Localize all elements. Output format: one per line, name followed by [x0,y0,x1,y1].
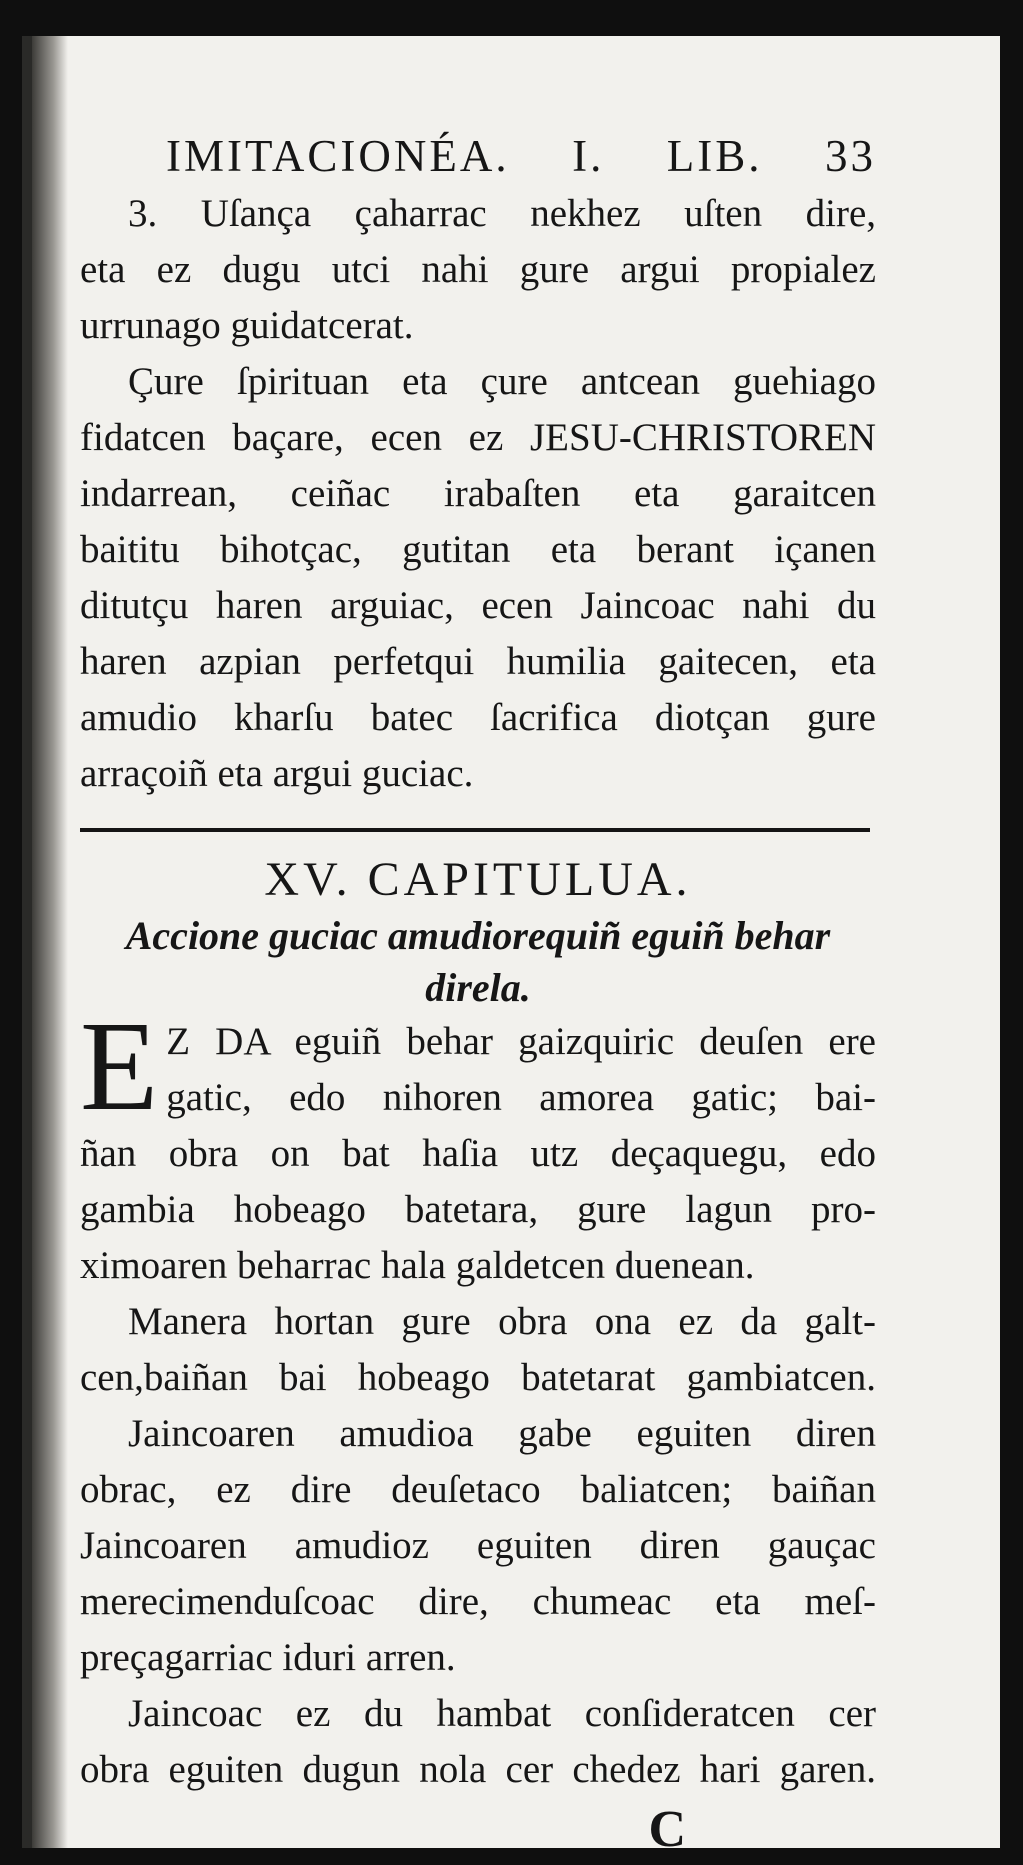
text-line: cen,baiñan bai hobeago batetarat gambiatcen. [80,1356,876,1399]
text-line: Jaincoac ez du hambat conſideratcen cer [128,1692,876,1735]
text-line: obra eguiten dugun nola cer chedez hari garen. [80,1748,876,1791]
text-line: Çure ſpirituan eta çure antcean guehiago [128,360,876,403]
paragraph [80,1294,876,1406]
page-text [80,126,876,1862]
text-line: gambia hobeago batetara, gure lagun pro- [80,1188,876,1231]
text-line: obrac, ez dire deuſetaco baliatcen; baiñan [80,1468,876,1511]
paragraph [80,186,876,354]
paragraph [80,1406,876,1686]
text-line: amudio kharſu batec ſacrifica diotçan gure [80,696,876,739]
text-line: baititu bihotçac, gutitan eta berant içanen [80,528,876,571]
chapter-title: XV. CAPITULUA. [264,853,692,906]
text-line: urrunago guidatcerat. [80,304,414,347]
drop-cap-initial: E [80,995,159,1137]
paragraph [80,1686,876,1798]
text-line: Manera hortan gure obra ona ez da galt- [128,1300,876,1343]
chapter-divider [80,828,870,832]
text-line: Jaincoaren amudioa gabe eguiten diren [128,1412,876,1455]
signature-mark: C [648,1801,686,1858]
text-line: Z DA eguiñ behar gaizquiric deuſen ere [166,1020,876,1063]
text-line: haren azpian perfetqui humilia gaitecen, eta [80,640,876,683]
page-gutter [32,36,68,1848]
chapter-subtitle-line2: direla. [425,965,531,1010]
paragraph [80,354,876,802]
text-line: gatic, edo nihoren amorea gatic; bai- [166,1076,876,1119]
page-number: 33 [825,131,876,181]
text-line: arraçoiñ eta argui guciac. [80,752,474,795]
text-line: ñan obra on bat haſia utz deçaquegu, edo [80,1132,876,1175]
text-line: ximoaren beharrac hala galdetcen duenean. [80,1244,755,1287]
running-head-title: IMITACIONÉA. [166,131,510,181]
text-line: eta ez dugu utci nahi gure argui propialez [80,248,876,291]
running-head [80,126,876,186]
text-line: fidatcen baçare, ecen ez JESU-CHRISTOREN [80,416,876,459]
text-line: ditutçu haren arguiac, ecen Jaincoac nahi du [80,584,876,627]
text-line: preçagarriac iduri arren. [80,1636,456,1679]
text-line: indarrean, ceiñac irabaſten eta garaitcen [80,472,876,515]
text-line: Jaincoaren amudioz eguiten diren gauçac [80,1524,876,1567]
text-line: 3. Uſança çaharrac nekhez uſten dire, [128,192,876,235]
first-paragraph [80,995,876,1294]
book-page [22,36,1000,1858]
chapter-subtitle-line1: Accione guciac amudiorequiñ eguiñ behar [125,913,831,958]
text-line: merecimenduſcoac dire, chumeac eta meſ- [80,1580,876,1623]
running-head-book: I. LIB. [572,131,763,181]
